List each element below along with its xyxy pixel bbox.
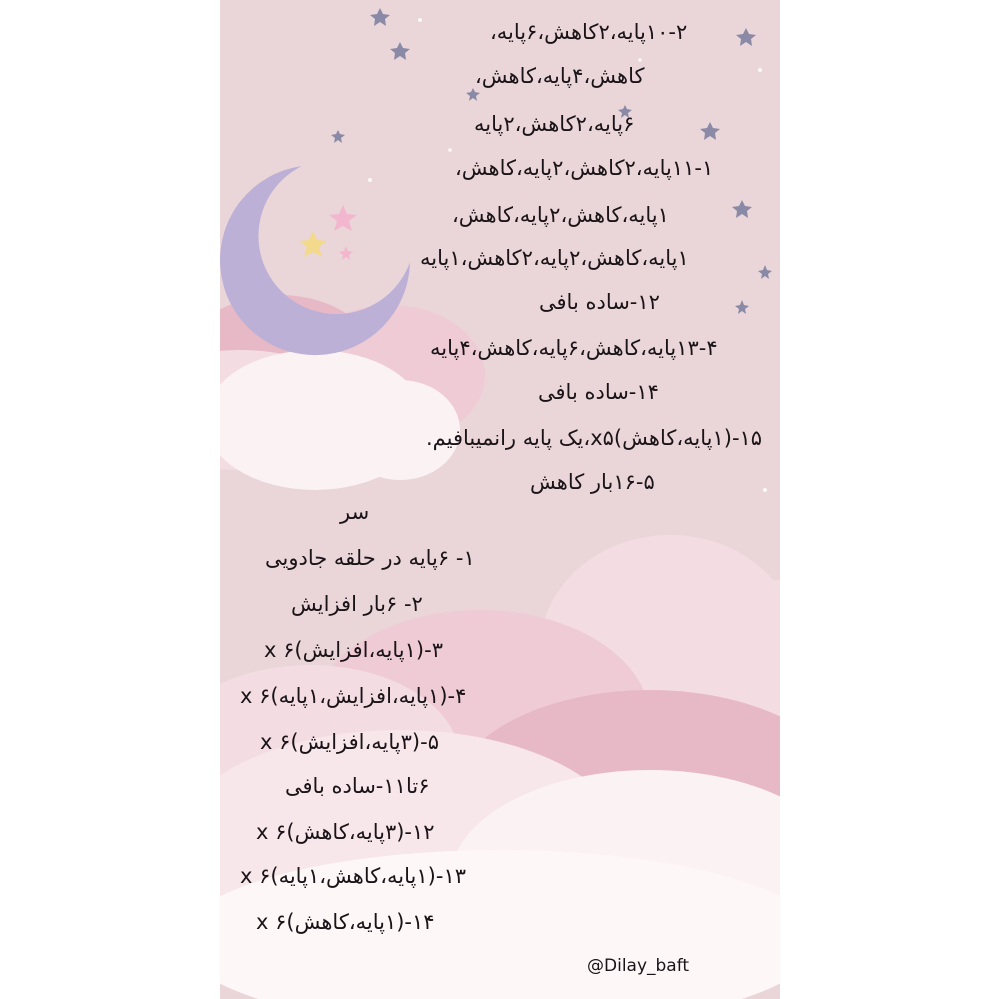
head-row-6-11: ۶تا۱۱-ساده بافی <box>285 774 430 798</box>
head-row-3: ۳-(۱پایه،افزایش)x ۶ <box>264 638 443 662</box>
story-canvas <box>220 0 780 999</box>
body-row-10: ۱۰-۲پایه،۲کاهش،۶پایه، <box>490 20 688 44</box>
body-row-11: ۱۱-۱پایه،۲کاهش،۲پایه،کاهش، <box>455 156 714 180</box>
star-icon <box>329 205 357 231</box>
background-decoration <box>220 0 780 999</box>
star-icon <box>299 231 327 257</box>
body-row-10-cont-1: کاهش،۴پایه،کاهش، <box>475 64 645 88</box>
head-row-5: ۵-(۳پایه،افزایش)x ۶ <box>260 730 439 754</box>
star-icon <box>339 246 353 260</box>
head-row-12: ۱۲-(۳پایه،کاهش)x ۶ <box>256 820 435 844</box>
section-title-head: سر <box>340 500 370 524</box>
head-row-14: ۱۴-(۱پایه،کاهش)x ۶ <box>256 910 435 934</box>
body-row-14: ۱۴-ساده بافی <box>538 380 659 404</box>
body-row-11-cont-2: ۱پایه،کاهش،۲پایه،۲کاهش،۱پایه <box>420 246 689 270</box>
body-row-13: ۱۳-۴پایه،کاهش،۶پایه،کاهش،۴پایه <box>430 336 718 360</box>
head-row-13: ۱۳-(۱پایه،کاهش،۱پایه)x ۶ <box>240 864 466 888</box>
body-row-15: ۱۵-(۱پایه،کاهش)x۵،یک پایه رانمیبافیم. <box>426 426 763 450</box>
head-row-4: ۴-(۱پایه،افزایش،۱پایه)x ۶ <box>240 684 467 708</box>
head-row-2: ۲- ۶بار افزایش <box>291 592 423 616</box>
crescent-moon-icon <box>220 166 410 355</box>
body-row-12: ۱۲-ساده بافی <box>539 290 660 314</box>
head-row-1: ۱- ۶پایه در حلقه جادویی <box>265 546 475 570</box>
body-row-11-cont-1: ۱پایه،کاهش،۲پایه،کاهش، <box>452 203 669 227</box>
body-row-16: ۱۶-۵بار کاهش <box>530 470 655 494</box>
body-row-10-cont-2: ۶پایه،۲کاهش،۲پایه <box>474 112 635 136</box>
author-handle: @Dilay_baft <box>587 956 690 976</box>
